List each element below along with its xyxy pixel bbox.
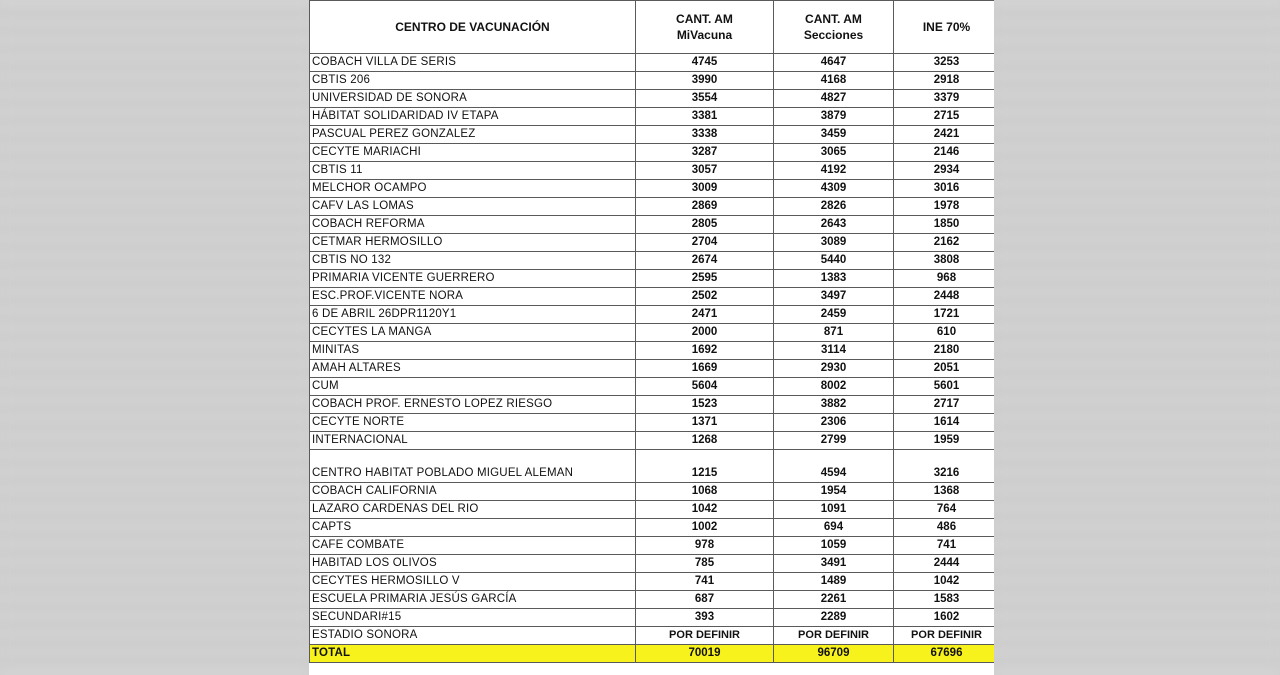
table-row bbox=[310, 324, 995, 342]
ine-cell: 741 bbox=[894, 537, 995, 555]
table-row bbox=[310, 198, 995, 216]
mivacuna-cell: 978 bbox=[636, 537, 774, 555]
secciones-cell: 1954 bbox=[774, 483, 894, 501]
table-row bbox=[310, 162, 995, 180]
table-row bbox=[310, 450, 995, 483]
header-row bbox=[310, 1, 995, 54]
mivacuna-cell: 393 bbox=[636, 609, 774, 627]
center-name-cell: UNIVERSIDAD DE SONORA bbox=[310, 90, 636, 108]
secciones-cell: 4168 bbox=[774, 72, 894, 90]
ine-cell: 2146 bbox=[894, 144, 995, 162]
center-name-cell: ESC.PROF.VICENTE NORA bbox=[310, 288, 636, 306]
header-center bbox=[310, 1, 636, 54]
mivacuna-cell: 785 bbox=[636, 555, 774, 573]
header-mivacuna-line2: MiVacuna bbox=[676, 28, 733, 42]
mivacuna-cell: 3057 bbox=[636, 162, 774, 180]
secciones-cell: 4192 bbox=[774, 162, 894, 180]
secciones-cell: 2289 bbox=[774, 609, 894, 627]
total-secciones: 96709 bbox=[774, 645, 894, 663]
mivacuna-cell: 2471 bbox=[636, 306, 774, 324]
blurred-background-right bbox=[994, 0, 1280, 675]
mivacuna-cell: 741 bbox=[636, 573, 774, 591]
table-row bbox=[310, 501, 995, 519]
center-name-cell: MINITAS bbox=[310, 342, 636, 360]
ine-cell: 3216 bbox=[894, 450, 995, 483]
ine-cell: 3253 bbox=[894, 54, 995, 72]
table-row bbox=[310, 108, 995, 126]
header-ine bbox=[894, 1, 995, 54]
mivacuna-cell: 1268 bbox=[636, 432, 774, 450]
ine-cell: 968 bbox=[894, 270, 995, 288]
secciones-cell: 1489 bbox=[774, 573, 894, 591]
secciones-cell: 2826 bbox=[774, 198, 894, 216]
table-row bbox=[310, 144, 995, 162]
ine-cell: 2448 bbox=[894, 288, 995, 306]
mivacuna-cell: POR DEFINIR bbox=[636, 627, 774, 645]
table-row bbox=[310, 537, 995, 555]
secciones-cell: 3491 bbox=[774, 555, 894, 573]
center-name-cell: HABITAD LOS OLIVOS bbox=[310, 555, 636, 573]
vaccination-centers-table bbox=[309, 0, 994, 663]
secciones-cell: 1059 bbox=[774, 537, 894, 555]
mivacuna-cell: 3338 bbox=[636, 126, 774, 144]
secciones-cell: 3089 bbox=[774, 234, 894, 252]
center-name-cell: ESTADIO SONORA bbox=[310, 627, 636, 645]
mivacuna-cell: 3381 bbox=[636, 108, 774, 126]
center-name-cell: CAFV LAS LOMAS bbox=[310, 198, 636, 216]
table-row bbox=[310, 396, 995, 414]
ine-cell: 2717 bbox=[894, 396, 995, 414]
vaccination-table-sheet bbox=[309, 0, 994, 675]
mivacuna-cell: 1042 bbox=[636, 501, 774, 519]
secciones-cell: 4309 bbox=[774, 180, 894, 198]
ine-cell: 2180 bbox=[894, 342, 995, 360]
total-row bbox=[310, 645, 995, 663]
ine-cell: 1721 bbox=[894, 306, 995, 324]
secciones-cell: 2261 bbox=[774, 591, 894, 609]
blurred-background-left bbox=[0, 0, 310, 675]
center-name-cell: CUM bbox=[310, 378, 636, 396]
table-row bbox=[310, 519, 995, 537]
center-name-cell: CECYTES LA MANGA bbox=[310, 324, 636, 342]
ine-cell: 1368 bbox=[894, 483, 995, 501]
table-row bbox=[310, 90, 995, 108]
center-name-cell: COBACH CALIFORNIA bbox=[310, 483, 636, 501]
table-row bbox=[310, 555, 995, 573]
center-name-cell: CECYTE MARIACHI bbox=[310, 144, 636, 162]
header-mivacuna bbox=[636, 1, 774, 54]
mivacuna-cell: 4745 bbox=[636, 54, 774, 72]
table-row bbox=[310, 126, 995, 144]
total-label: TOTAL bbox=[310, 645, 636, 663]
secciones-cell: 3114 bbox=[774, 342, 894, 360]
center-name-cell: COBACH REFORMA bbox=[310, 216, 636, 234]
mivacuna-cell: 2595 bbox=[636, 270, 774, 288]
center-name-cell: PRIMARIA VICENTE GUERRERO bbox=[310, 270, 636, 288]
center-name-cell: LAZARO CARDENAS DEL RIO bbox=[310, 501, 636, 519]
mivacuna-cell: 2869 bbox=[636, 198, 774, 216]
ine-cell: 1042 bbox=[894, 573, 995, 591]
mivacuna-cell: 2674 bbox=[636, 252, 774, 270]
center-name-cell: CBTIS 11 bbox=[310, 162, 636, 180]
ine-cell: 2715 bbox=[894, 108, 995, 126]
ine-cell: POR DEFINIR bbox=[894, 627, 995, 645]
total-ine: 67696 bbox=[894, 645, 995, 663]
table-row bbox=[310, 288, 995, 306]
secciones-cell: 2459 bbox=[774, 306, 894, 324]
table-row bbox=[310, 270, 995, 288]
ine-cell: 3016 bbox=[894, 180, 995, 198]
table-row bbox=[310, 483, 995, 501]
mivacuna-cell: 687 bbox=[636, 591, 774, 609]
table-row bbox=[310, 72, 995, 90]
ine-cell: 764 bbox=[894, 501, 995, 519]
secciones-cell: 4827 bbox=[774, 90, 894, 108]
mivacuna-cell: 1692 bbox=[636, 342, 774, 360]
secciones-cell: 4594 bbox=[774, 450, 894, 483]
ine-cell: 2421 bbox=[894, 126, 995, 144]
mivacuna-cell: 5604 bbox=[636, 378, 774, 396]
table-row bbox=[310, 252, 995, 270]
table-row bbox=[310, 591, 995, 609]
mivacuna-cell: 1068 bbox=[636, 483, 774, 501]
mivacuna-cell: 3009 bbox=[636, 180, 774, 198]
ine-cell: 1959 bbox=[894, 432, 995, 450]
mivacuna-cell: 1371 bbox=[636, 414, 774, 432]
header-secciones bbox=[774, 1, 894, 54]
mivacuna-cell: 1523 bbox=[636, 396, 774, 414]
table-row bbox=[310, 414, 995, 432]
table-row bbox=[310, 234, 995, 252]
center-name-cell: INTERNACIONAL bbox=[310, 432, 636, 450]
table-row bbox=[310, 378, 995, 396]
ine-cell: 2162 bbox=[894, 234, 995, 252]
secciones-cell: 871 bbox=[774, 324, 894, 342]
center-name-cell: 6 DE ABRIL 26DPR1120Y1 bbox=[310, 306, 636, 324]
mivacuna-cell: 2502 bbox=[636, 288, 774, 306]
center-name-cell: CBTIS NO 132 bbox=[310, 252, 636, 270]
header-secciones-line1: CANT. AM bbox=[805, 12, 862, 26]
ine-cell: 2918 bbox=[894, 72, 995, 90]
center-name-cell: CECYTES HERMOSILLO V bbox=[310, 573, 636, 591]
table-row bbox=[310, 306, 995, 324]
header-center-label: CENTRO DE VACUNACIÓN bbox=[395, 20, 550, 34]
ine-cell: 1850 bbox=[894, 216, 995, 234]
center-name-cell: COBACH PROF. ERNESTO LOPEZ RIESGO bbox=[310, 396, 636, 414]
header-secciones-line2: Secciones bbox=[803, 28, 864, 42]
ine-cell: 1978 bbox=[894, 198, 995, 216]
secciones-cell: 3497 bbox=[774, 288, 894, 306]
center-name-cell: ESCUELA PRIMARIA JESÚS GARCÍA bbox=[310, 591, 636, 609]
mivacuna-cell: 2805 bbox=[636, 216, 774, 234]
center-name-cell: CENTRO HABITAT POBLADO MIGUEL ALEMAN bbox=[310, 450, 636, 483]
mivacuna-cell: 1215 bbox=[636, 450, 774, 483]
center-name-cell: CAPTS bbox=[310, 519, 636, 537]
center-name-cell: CECYTE NORTE bbox=[310, 414, 636, 432]
secciones-cell: 3882 bbox=[774, 396, 894, 414]
secciones-cell: 1091 bbox=[774, 501, 894, 519]
secciones-cell: 5440 bbox=[774, 252, 894, 270]
center-name-cell: COBACH VILLA DE SERIS bbox=[310, 54, 636, 72]
ine-cell: 1614 bbox=[894, 414, 995, 432]
secciones-cell: 3879 bbox=[774, 108, 894, 126]
mivacuna-cell: 3554 bbox=[636, 90, 774, 108]
secciones-cell: 2930 bbox=[774, 360, 894, 378]
center-name-cell: MELCHOR OCAMPO bbox=[310, 180, 636, 198]
ine-cell: 3808 bbox=[894, 252, 995, 270]
mivacuna-cell: 1002 bbox=[636, 519, 774, 537]
table-row bbox=[310, 54, 995, 72]
ine-cell: 2051 bbox=[894, 360, 995, 378]
ine-cell: 3379 bbox=[894, 90, 995, 108]
header-ine-label: INE 70% bbox=[922, 20, 971, 34]
mivacuna-cell: 1669 bbox=[636, 360, 774, 378]
secciones-cell: 2643 bbox=[774, 216, 894, 234]
table-row bbox=[310, 342, 995, 360]
center-name-cell: CAFE COMBATE bbox=[310, 537, 636, 555]
ine-cell: 5601 bbox=[894, 378, 995, 396]
table-row bbox=[310, 627, 995, 645]
center-name-cell: HÁBITAT SOLIDARIDAD IV ETAPA bbox=[310, 108, 636, 126]
secciones-cell: 8002 bbox=[774, 378, 894, 396]
center-name-cell: AMAH ALTARES bbox=[310, 360, 636, 378]
center-name-cell: PASCUAL PEREZ GONZALEZ bbox=[310, 126, 636, 144]
mivacuna-cell: 2000 bbox=[636, 324, 774, 342]
ine-cell: 610 bbox=[894, 324, 995, 342]
table-row bbox=[310, 573, 995, 591]
secciones-cell: POR DEFINIR bbox=[774, 627, 894, 645]
center-name-cell: CETMAR HERMOSILLO bbox=[310, 234, 636, 252]
mivacuna-cell: 2704 bbox=[636, 234, 774, 252]
center-name-cell: CBTIS 206 bbox=[310, 72, 636, 90]
ine-cell: 1602 bbox=[894, 609, 995, 627]
mivacuna-cell: 3287 bbox=[636, 144, 774, 162]
ine-cell: 486 bbox=[894, 519, 995, 537]
ine-cell: 2934 bbox=[894, 162, 995, 180]
ine-cell: 1583 bbox=[894, 591, 995, 609]
table-row bbox=[310, 360, 995, 378]
ine-cell: 2444 bbox=[894, 555, 995, 573]
secciones-cell: 2799 bbox=[774, 432, 894, 450]
mivacuna-cell: 3990 bbox=[636, 72, 774, 90]
table-row bbox=[310, 180, 995, 198]
secciones-cell: 2306 bbox=[774, 414, 894, 432]
header-mivacuna-line1: CANT. AM bbox=[676, 12, 733, 26]
total-mivacuna: 70019 bbox=[636, 645, 774, 663]
table-body bbox=[310, 54, 995, 645]
secciones-cell: 3459 bbox=[774, 126, 894, 144]
secciones-cell: 694 bbox=[774, 519, 894, 537]
table-row bbox=[310, 609, 995, 627]
center-name-cell: SECUNDARI#15 bbox=[310, 609, 636, 627]
table-row bbox=[310, 216, 995, 234]
table-row bbox=[310, 432, 995, 450]
secciones-cell: 4647 bbox=[774, 54, 894, 72]
secciones-cell: 3065 bbox=[774, 144, 894, 162]
secciones-cell: 1383 bbox=[774, 270, 894, 288]
